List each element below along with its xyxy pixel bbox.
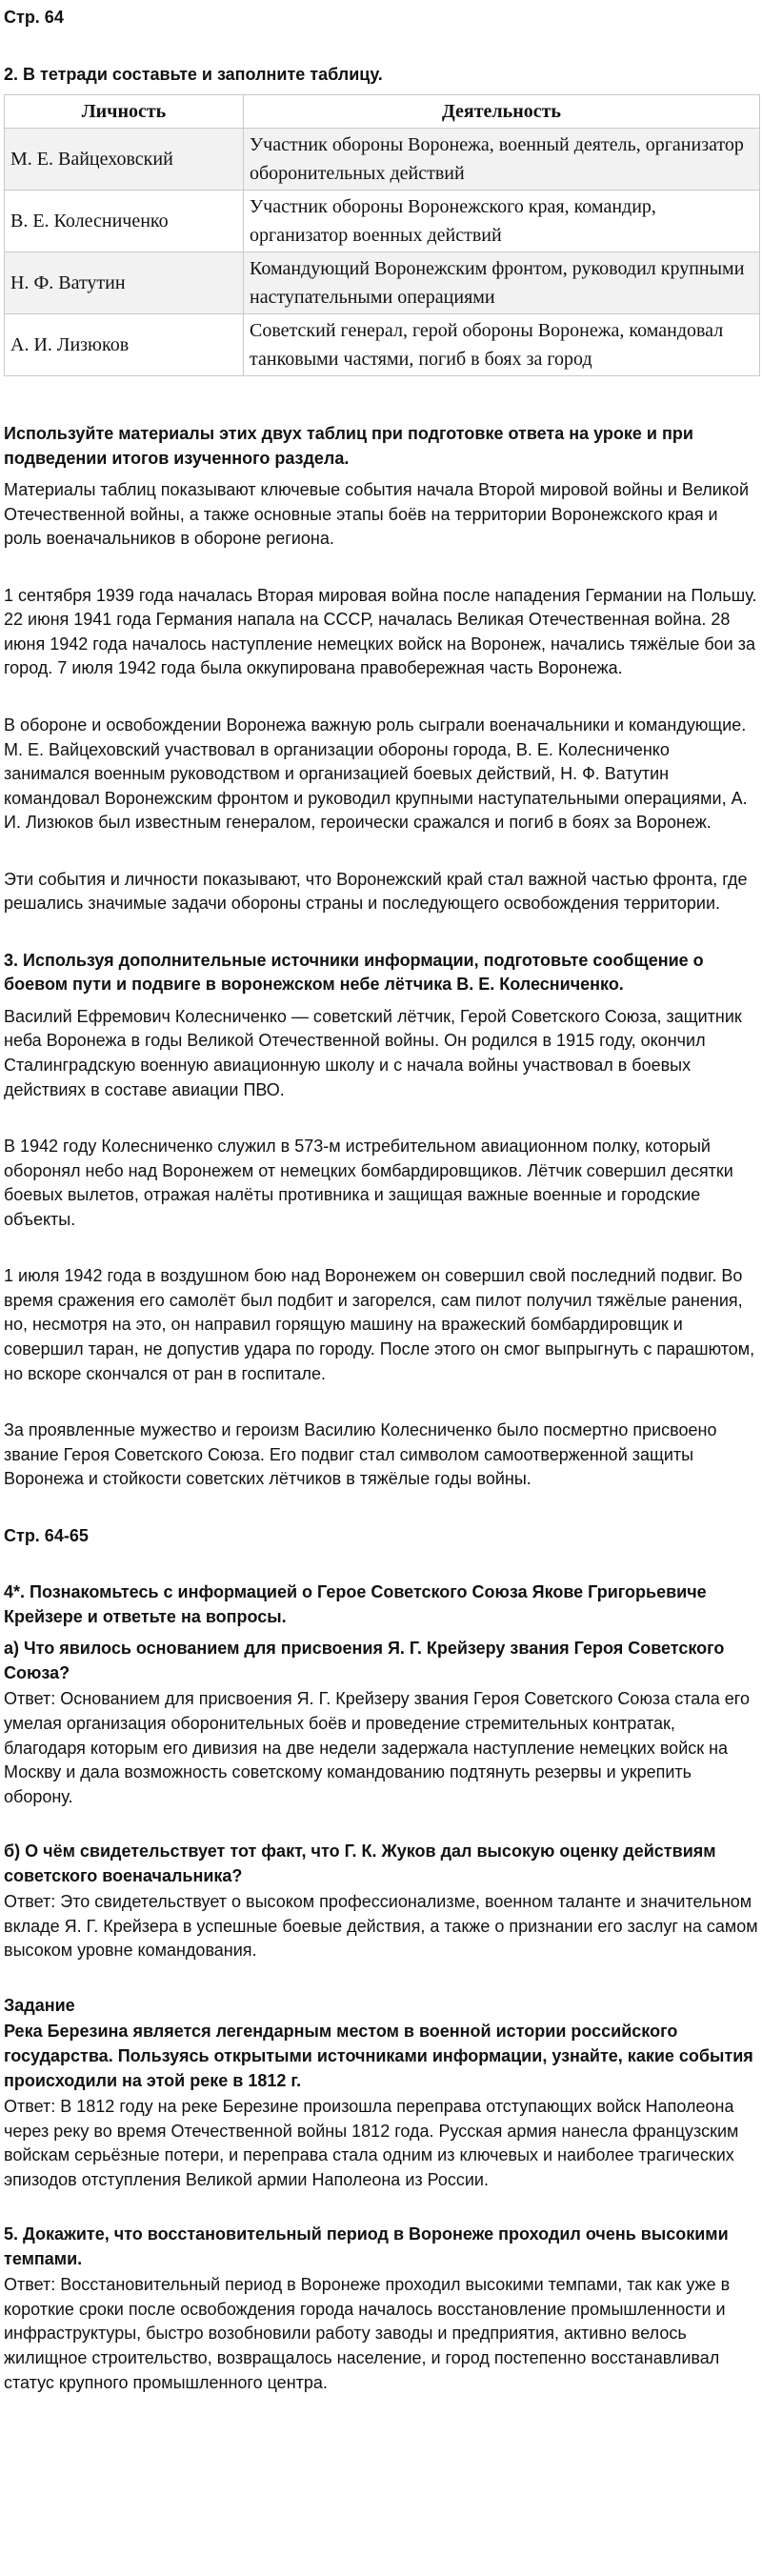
- column-header-person: Личность: [5, 95, 244, 129]
- use-materials-title: Используйте материалы этих двух таблиц при подготовке ответа на уроке и при подведении итогов изученного раздела.: [4, 424, 693, 468]
- person-name-cell: М. Е. Вайцеховский: [5, 129, 244, 191]
- column-header-activity: Деятельность: [244, 95, 760, 129]
- answer: Ответ: Основанием для присвоения Я. Г. Крейзеру звания Героя Советского Союза стала его умелая организация оборонительных боёв и проведение стремительных контратак, благодаря которым его дивизия на две недели задержала наступление немецких войск на Москву и дала возможность советскому командованию подтянуть резервы и укрепить оборону.: [4, 1689, 750, 1806]
- answer: Ответ: Восстановительный период в Воронеже проходил высокими темпами, так как уже в короткие сроки после освобождения города началось восстановление промышленности и инфраструктуры, быстро возобновили работу заводы и предприятия, активно велось жилищное строительство, возвращалось население, и город постепенно восстанавливал статус крупного промышленного центра.: [4, 2275, 731, 2392]
- person-name-cell: А. И. Лизюков: [5, 314, 244, 376]
- question: 5. Докажите, что восстановительный период в Воронеже проходил очень высокими темпами.: [4, 2224, 729, 2268]
- activity-cell: Участник обороны Воронежского края, командир, организатор военных действий: [244, 191, 760, 252]
- task-2-title: 2. В тетради составьте и заполните таблицу.: [4, 64, 383, 84]
- page-label: Стр. 64: [4, 8, 64, 27]
- assignment-heading: Задание: [4, 1995, 75, 2015]
- page-label: Стр. 64-65: [4, 1525, 89, 1545]
- person-name-cell: В. Е. Колесниченко: [5, 191, 244, 252]
- table-row: [5, 129, 760, 191]
- answer: Ответ: Это свидетельствует о высоком профессионализме, военном таланте и значительном вкладе Я. Г. Крейзера в успешные боевые действия, а также о признании его заслуг на самом высоком уровне командования.: [4, 1892, 758, 1961]
- paragraph: За проявленные мужество и героизм Василию Колесниченко было посмертно присвоено звание Героя Советского Союза. Его подвиг стал символом самоотверженной защиты Воронежа и стойкости советских лётчиков в тяжёлые годы войны.: [4, 1420, 717, 1489]
- answer: Ответ: В 1812 году на реке Березине произошла переправа отступающих войск Наполеона через реку во время Отечественной войны 1812 года. Русская армия нанесла французским войскам серьёзные потери, и переправа стала одним из ключевых и наиболее трагических эпизодов отступления Великой армии Наполеона из России.: [4, 2097, 739, 2189]
- persons-table: [4, 94, 760, 376]
- table-row: [5, 314, 760, 376]
- activity-cell: Советский генерал, герой обороны Воронежа, командовал танковыми частями, погиб в боях за город: [244, 314, 760, 376]
- question: Река Березина является легендарным местом в военной истории российского государства. Пользуясь открытыми источниками информации, узнайте, какие события происходили на этой реке в 1812 г.: [4, 2022, 753, 2090]
- paragraph: 1 сентября 1939 года началась Вторая мировая война после нападения Германии на Польшу. 22 июня 1941 года Германия напала на СССР, началась Великая Отечественная война. 28 июня 1942 года началось наступление немецких войск на Воронеж, начались тяжёлые бои за город. 7 июля 1942 года была оккупирована правобережная часть Воронежа.: [4, 585, 757, 678]
- task-3-title: 3. Используя дополнительные источники информации, подготовьте сообщение о боевом пути и подвиге в воронежском небе лётчика В. Е. Колесниченко.: [4, 950, 704, 995]
- table-row: [5, 252, 760, 314]
- table-header-row: [5, 95, 760, 129]
- paragraph: Материалы таблиц показывают ключевые события начала Второй мировой войны и Великой Отечественной войны, а также основные этапы боёв на территории Воронежского края и роль военачальников в обороне региона.: [4, 480, 749, 549]
- activity-cell: Участник обороны Воронежа, военный деятель, организатор оборонительных действий: [244, 129, 760, 191]
- paragraph: 1 июля 1942 года в воздушном бою над Воронежем он совершил свой последний подвиг. Во время сражения его самолёт был подбит и загорелся, сам пилот получил тяжёлые ранения, но, несмотря на это, он направил горящую машину на вражеский бомбардировщик и совершил таран, не допустив удара по городу. После этого он смог выпрыгнуть с парашютом, но вскоре скончался от ран в госпитале.: [4, 1266, 755, 1383]
- person-name-cell: Н. Ф. Ватутин: [5, 252, 244, 314]
- question: б) О чём свидетельствует тот факт, что Г. К. Жуков дал высокую оценку действиям советского военачальника?: [4, 1841, 716, 1885]
- paragraph: В 1942 году Колесниченко служил в 573-м истребительном авиационном полку, который оборонял небо над Воронежем от немецких бомбардировщиков. Лётчик совершил десятки боевых вылетов, отражая налёты противника и защищая важные военные и городские объекты.: [4, 1137, 733, 1229]
- paragraph: Василий Ефремович Колесниченко — советский лётчик, Герой Советского Союза, защитник неба Воронежа в годы Великой Отечественной войны. Он родился в 1915 году, окончил Сталинградскую военную авиационную школу и с начала войны участвовал в боевых действиях в составе авиации ПВО.: [4, 1006, 742, 1099]
- paragraph: Эти события и личности показывают, что Воронежский край стал важной частью фронта, где решались значимые задачи обороны страны и последующего освобождения территории.: [4, 869, 748, 914]
- question: а) Что явилось основанием для присвоения Я. Г. Крейзеру звания Героя Советского Союза?: [4, 1639, 725, 1682]
- activity-cell: Командующий Воронежским фронтом, руководил крупными наступательными операциями: [244, 252, 760, 314]
- table-row: [5, 191, 760, 252]
- paragraph: В обороне и освобождении Воронежа важную роль сыграли военачальники и командующие. М. Е. Вайцеховский участвовал в организации обороны города, В. Е. Колесниченко занимался военным руководством и организацией боевых действий, Н. Ф. Ватутин командовал Воронежским фронтом и руководил крупными наступательными операциями, А. И. Лизюков был известным генералом, героически сражался и погиб в боях за Воронеж.: [4, 715, 748, 833]
- task-4-title: 4*. Познакомьтесь с информацией о Герое Советского Союза Якове Григорьевиче Крейзере и ответьте на вопросы.: [4, 1582, 707, 1626]
